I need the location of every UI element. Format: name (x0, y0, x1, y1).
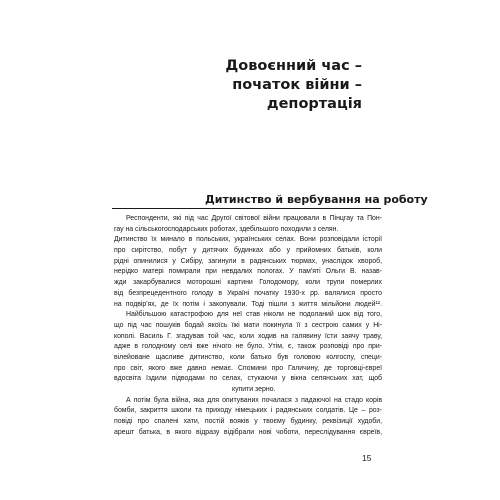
text-line: Дитинство їх минало в польських, українських селах. Вони розповідали історії (114, 236, 382, 244)
text-line: про сирітство, побут у дитячих будинках або у прийомних батьків, коли (114, 247, 382, 255)
text-line: нерідко матері помирали при невдалих пологах. У пам'яті Ольги В. назав- (114, 268, 382, 276)
text-line: про світ, якого вже давно немає. Спомини про Галичину, де торговці-євреї (114, 364, 382, 372)
text-line: бомби, закриття школи та приходу німецьких і радянських солдатів. Це – роз- (114, 407, 382, 415)
chapter-title-line-2: початок війни – (232, 77, 362, 93)
text-line: жди закарбувалися моторошні картини Голодомору, коли трупи померлих (114, 279, 382, 287)
text-line: від безпрецедентного голоду в Україні початку 1930-х рр. валялися просто (114, 289, 382, 297)
chapter-title-line-1: Довоєнний час – (225, 58, 362, 74)
chapter-title-line-3: депортація (266, 96, 362, 112)
text-line: гау на сільськогосподарських роботах, здебільшого походили з селян. (114, 225, 339, 233)
text-line: арешт батька, в якого відразу відібрали нові чоботи, переслідування євреїв, (114, 428, 382, 436)
text-line: рідні опинилися у Сибіру, загинули в радянських тюрмах, унаслідок хвороб, (114, 257, 382, 265)
section-divider (112, 208, 381, 209)
text-line: Респонденти, які під час Другої світової війни працювали в Пінцгау та Пон- (126, 215, 382, 222)
text-line: кополі. Василь Г. згадував той час, коли ходив на галявину їсти заячу траву, (114, 332, 382, 340)
text-line: вілейоване щасливе дитинство, коли батько був головою колгоспу, специ- (114, 353, 382, 361)
text-line: А потім була війна, яка для опитуваних почалася з падаючої на стадо корів (126, 396, 382, 404)
body-text (114, 214, 382, 438)
text-line: адже в голодному селі вже нічого не було. Утім, є, також розповіді про при- (114, 343, 382, 351)
chapter-title (225, 57, 362, 114)
text-line: що під час пошуків бодай якоїсь їжі мати покинула її з сестрою самих у Ні- (114, 321, 382, 329)
page-number: 15 (362, 453, 372, 463)
text-line: купити зерно. (232, 386, 276, 393)
text-line: Найбільшою катастрофою для неї став ніколи не подоланий шок від того, (126, 311, 382, 319)
section-heading: Дитинство й вербування на роботу (205, 193, 428, 206)
text-line: на подвір'ях, де їх потім і закопували. Тоді пішли з життя мільйони людей¹². (114, 300, 382, 308)
text-line: вдосвіта їздили підводами по селах, стукаючи у вікна селянських хат, щоб (114, 375, 382, 383)
text-line: повіді про спалені хати, постій вояків у твоєму будинку, реквізиції худоби, (114, 418, 382, 426)
